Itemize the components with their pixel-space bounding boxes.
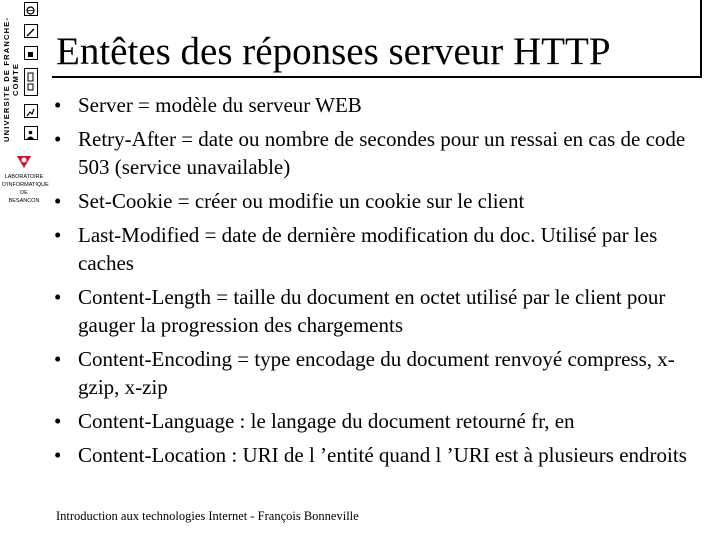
bullet-item (52, 125, 702, 181)
bullet-text: Last-Modified = date de dernière modification du doc. Utilisé par les caches (78, 223, 658, 275)
sidebar (0, 0, 48, 540)
bullet-item (52, 441, 702, 469)
right-border (700, 0, 702, 78)
document-icon (24, 68, 38, 96)
bullet-item (52, 221, 702, 277)
bullet-text: Content-Language : le langage du document retourné fr, en (78, 409, 575, 433)
bullet-text: Server = modèle du serveur WEB (78, 93, 362, 117)
slide-footer: Introduction aux technologies Internet - François Bonneville (56, 509, 359, 523)
lab-logo-line: D'INFORMATIQUE (2, 182, 49, 188)
bullet-text: Content-Location : URI de l ’entité quand l ’URI est à plusieurs endroits (78, 443, 687, 467)
person-icon (24, 126, 38, 140)
bullet-marker: • (54, 127, 62, 151)
lab-logo-line: DE (20, 190, 28, 196)
bullet-marker: • (54, 93, 62, 117)
bullet-list (52, 91, 702, 475)
bullet-text: Content-Encoding = type encodage du document renvoyé compress, x-gzip, x-zip (78, 347, 675, 399)
lab-logo-line: BESANCON (8, 198, 40, 204)
title-divider (52, 76, 700, 78)
slide-title: Entêtes des réponses serveur HTTP (56, 30, 611, 73)
lab-logo-line: LABORATOIRE (4, 174, 44, 180)
bullet-item (52, 345, 702, 401)
bullet-marker: • (54, 409, 62, 433)
pencil-icon (24, 24, 38, 38)
bullet-item (52, 407, 702, 435)
globe-icon (24, 2, 38, 16)
lab-logo (2, 154, 49, 205)
bullet-text: Content-Length = taille du document en octet utilisé par le client pour gauger la progression des chargements (78, 285, 666, 337)
bullet-marker: • (54, 347, 62, 371)
bullet-text: Retry-After = date ou nombre de secondes pour un ressai en cas de code 503 (service unavailable) (78, 127, 686, 179)
bullet-item (52, 91, 702, 119)
bullet-marker: • (54, 189, 62, 213)
bullet-text: Set-Cookie = créer ou modifie un cookie sur le client (78, 189, 525, 213)
bullet-marker: • (54, 285, 62, 309)
bullet-item (52, 283, 702, 339)
bullet-marker: • (54, 223, 62, 247)
bullet-item (52, 187, 702, 215)
bullet-marker: • (54, 443, 62, 467)
square-icon (24, 46, 38, 60)
university-vertical-text: UNIVERSITE DE FRANCHE-COMTE (2, 16, 20, 142)
chart-icon (24, 104, 38, 118)
lab-emblem-icon (14, 154, 34, 170)
icon-column (24, 2, 42, 148)
